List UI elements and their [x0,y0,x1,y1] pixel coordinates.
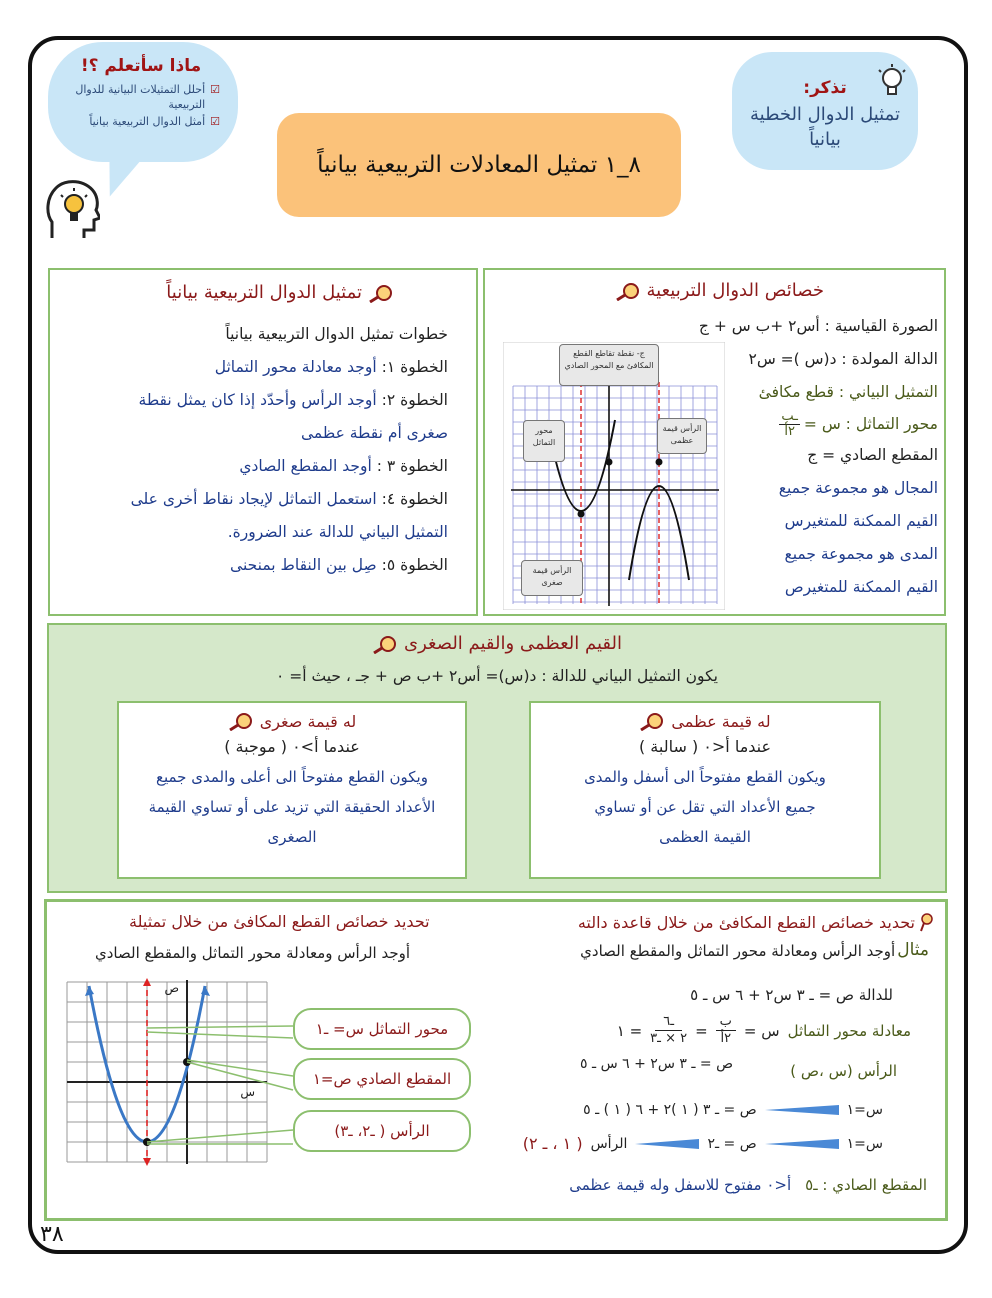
substitution-2: س=١ ص = ـ٢ الرأس ( ١ ، ـ ٢) [522,1134,883,1153]
function-text: للدالة ص = ـ ٣ س٢ + ٦ س ـ ٥ [690,986,893,1004]
magnifier-icon [919,912,933,932]
vertex-label: الرأس (س ،ص ) [790,1062,897,1080]
max-box-title: له قيمة عظمى [531,711,879,731]
vertex-min-point [578,511,585,518]
x-axis-label: س [240,1085,255,1099]
properties-panel [483,268,946,616]
magnifier-icon [228,711,254,731]
intercept-and-opening: المقطع الصادي : ـ٥ أ<٠ مفتوح للاسفل وله قيمة عظمى [569,1176,927,1194]
max-value-box: له قيمة عظمى عندما أ<٠ ( سالبة ) ويكون القطع مفتوحاً الى أسفل والمدى جميع الأعداد التي تقل عن أو تساوي القيمة العظمى [529,701,881,879]
properties-title: خصائص الدوال التربيعية [615,280,825,301]
objective-item: ☑ أمثل الدوال التربيعية بيانياً [89,115,220,128]
lightbulb-icon [876,64,908,98]
objective-item: ☑ أحلل التمثيلات البيانية للدوال التربيعية [75,83,220,111]
axis-calculation: معادلة محور التماثل س = ب ٢أ = ـ٦ ٢ × ـ٣ = ١ [616,1014,911,1046]
checkbox-icon: ☑ [210,83,220,96]
step-item: الخطوة ٢: أوجد الرأس وأحدّد إذا كان يمثل نقطة [138,391,448,409]
lesson-title: ٨_١ تمثيل المعادلات التربيعية بيانياً [277,113,681,217]
min-box-title: له قيمة صغرى [119,711,465,731]
callout-connector-lines [143,1002,303,1162]
vertex-equation: ص = ـ ٣ س٢ + ٦ س ـ ٥ [580,1056,733,1072]
identify-rule-title: تحديد خصائص القطع المكافئ من خلال قاعدة دالته [578,912,933,932]
callout-vertex-max: الرأس قيمة عظمى [657,418,707,454]
axis-of-symmetry-formula: محور التماثل : س = ـب ٢أ [781,408,938,439]
magnifier-icon [372,634,398,654]
arrow-icon [765,1105,839,1115]
identify-graph-title: تحديد خصائص القطع المكافئ من خلال تمثيلة [129,912,430,931]
head-lightbulb-icon [44,178,100,242]
callout-axis: محور التماثل [523,420,565,462]
remember-text: تمثيل الدوال الخطية بيانياً [749,104,900,150]
step-item: الخطوة ٥: صِل بين النقاط بمنحنى [230,556,448,574]
step-item: التمثيل البياني للدالة عند الضرورة. [227,523,448,541]
min-value-box: له قيمة صغرى عندما أ>٠ ( موجبة ) ويكون القطع مفتوحاً الى أعلى والمدى جميع الأعداد الحقيقة التي تزيد على أو تساوي القيمة الصغرى [117,701,467,879]
remember-bubble [732,52,918,170]
example-label: مثال [897,940,929,960]
magnifier-icon [639,711,665,731]
step-item: الخطوة ٣ : أوجد المقطع الصادي [239,457,448,475]
page-number: ٣٨ [40,1222,64,1247]
callout-vertex-min: الرأس قيمة صغرى [521,560,583,596]
step-item: الخطوة ١: أوجد معادلة محور التماثل [214,358,448,376]
steps-list: خطوات تمثيل الدوال التربيعية بيانياً الخطوة ١: أوجد معادلة محور التماثل الخطوة ٢: أوجد الرأس وأحدّد إذا كان يمثل نقطة صغرى أم نقطة عظمى الخطوة ٣ : أوجد المقطع الصادي الخطوة ٤: استعمل التماثل لإيجاد نقاط أخرى على التمثيل البياني للدالة عند الضرورة. الخطوة ٥: صِل بين النقاط بمنحنى [131,318,448,582]
arrow-icon [765,1139,839,1149]
magnifier-icon [368,283,394,303]
callout-y-intercept: المقطع الصادي ص=١ [293,1058,471,1100]
remember-label: تذكر: [803,78,847,98]
steps-title: تمثيل الدوال التربيعية بيانياً [166,282,394,303]
step-item: الخطوة ٤: استعمل التماثل لإيجاد نقاط أخرى على [130,490,448,508]
y-axis-label: ص [164,981,179,995]
step-item: صغرى أم نقطة عظمى [300,424,448,442]
magnifier-icon [615,281,641,301]
callout-axis-of-symmetry: محور التماثل س= ـ١ [293,1008,471,1050]
substitution-1: س=١ ص = ـ ٣ ( ١ )٢ + ٦ ( ١ ) ـ ٥ [583,1102,883,1118]
steps-panel [48,268,478,616]
y-intercept-point [606,459,613,466]
vertex-max-point [656,459,663,466]
max-min-title: القيم العظمى والقيم الصغرى [49,633,945,654]
objectives-bubble [48,42,238,162]
max-min-intro: يكون التمثيل البياني للدالة : د(س)= أس٢ +ب ص + جـ ، حيث أ= ٠ [276,667,718,685]
identify-properties-panel: تحديد خصائص القطع المكافئ من خلال قاعدة دالته مثال أوجد الرأس ومعادلة محور التماثل والمقطع الصادي للدالة ص = ـ ٣ س٢ + ٦ س ـ ٥ معادلة محور التماثل س = ب ٢أ = ـ٦ ٢ × ـ٣ = ١ الرأس (س ،ص ) ص = ـ ٣ س٢ + ٦ س ـ ٥ س=١ ص = ـ ٣ ( ١ )٢ + ٦ ( ١ ) ـ ٥ س=١ ص = ـ٢ الرأس ( ١ ، ـ ٢) المقطع الصادي : ـ٥ أ<٠ مفتوح للاسفل وله قيمة عظمى تحديد خصائص القطع المكافئ من خلال تمثيلة أوجد الرأس ومعادلة محور التماثل والمقطع الصادي ص س محور التماثل س= ـ١ المقطع الصادي ص=١ الرأس ( ـ٢، ـ٣) [44,899,948,1221]
callout-vertex: الرأس ( ـ٢، ـ٣) [293,1110,471,1152]
arrow-icon [635,1139,699,1149]
max-min-panel [47,623,947,893]
objectives-heading: ماذا سأتعلم ؟! [80,56,202,76]
checkbox-icon: ☑ [210,115,220,128]
identify-graph-task: أوجد الرأس ومعادلة محور التماثل والمقطع الصادي [95,944,411,962]
callout-y-intercept: ج- نقطة تقاطع القطع المكافئ مع المحور الصادي [559,344,659,386]
properties-list: الصورة القياسية : أس٢ +ب س + ج الدالة المولدة : د(س )= س٢ التمثيل البياني : قطع مكافئ محور التماثل : س = ـب ٢أ المقطع الصادي = ج المجال هو مجموعة جميع القيم الممكنة للمتغيرس المدى هو مجموعة جميع القيم الممكنة للمتغيرص [698,317,938,596]
